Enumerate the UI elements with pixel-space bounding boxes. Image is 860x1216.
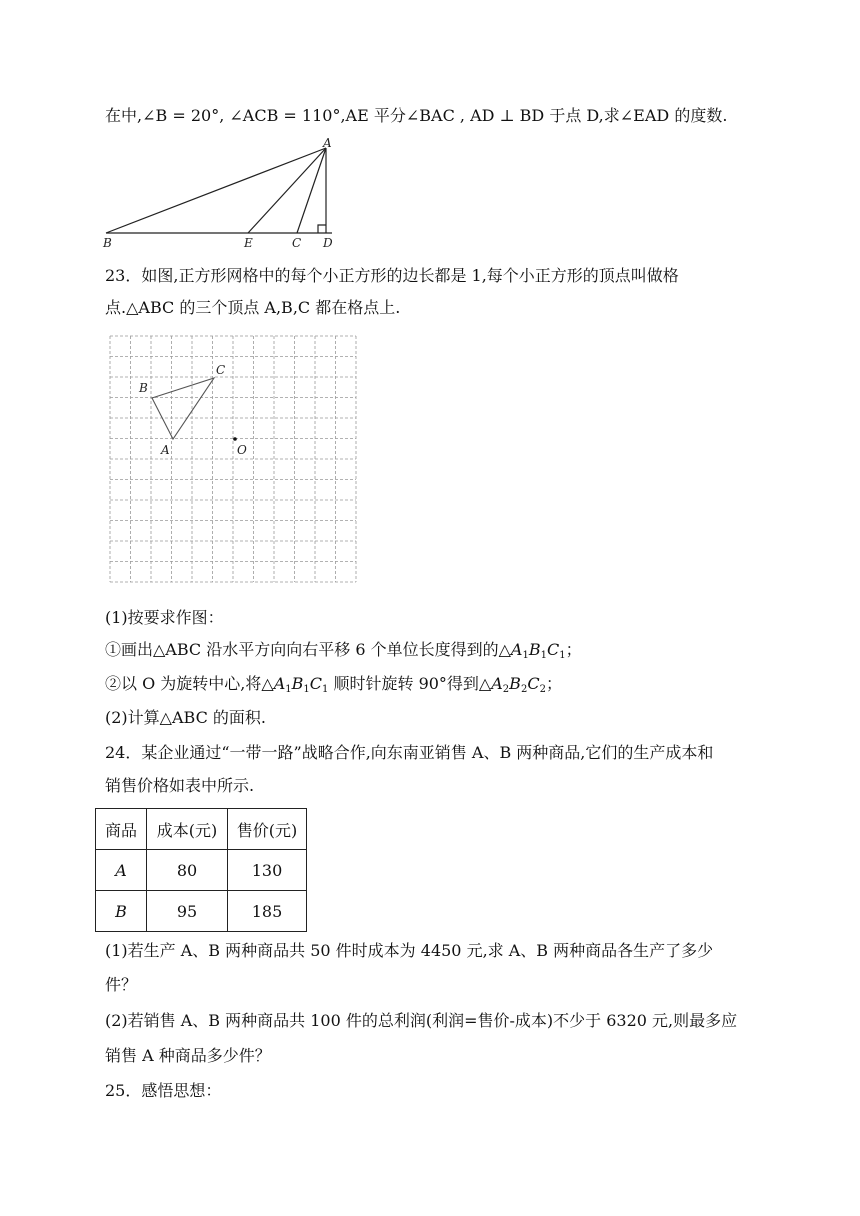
triangle-abc <box>152 378 214 439</box>
segment-ac <box>297 148 326 233</box>
triangle-figure <box>96 138 346 253</box>
grid-label-a: A <box>161 443 170 457</box>
table-row <box>96 891 307 932</box>
question-23-step1: ①画出△ABC 沿水平方向向右平移 6 个单位长度得到的$\triangle A_1B_1C_1$； <box>105 640 582 661</box>
square-grid-figure <box>104 328 364 588</box>
label-a: A <box>323 138 332 150</box>
grid-label-b: B <box>139 381 148 395</box>
question-24-part2-line1: (2)若销售 A、B 两种商品共 100 件的总利润(利润=售价-成本)不少于 6320 元,则最多应 <box>105 1011 738 1030</box>
segment-ab <box>106 148 326 233</box>
segment-ae <box>248 148 326 233</box>
label-e: E <box>244 236 253 250</box>
table-cell: 185 <box>228 891 307 932</box>
question-23-part1: (1)按要求作图： <box>105 608 224 627</box>
cost-price-table <box>95 808 307 932</box>
point-o <box>233 437 237 441</box>
question-25-text: 25．感悟思想： <box>105 1081 222 1100</box>
table-cell: B <box>96 891 147 932</box>
table-cell: 95 <box>147 891 228 932</box>
question-23-line2: 点.△ABC 的三个顶点 A,B,C 都在格点上. <box>105 298 401 317</box>
table-row <box>96 850 307 891</box>
label-b: B <box>103 236 112 250</box>
question-22-text: 在中,∠B = 20°, ∠ACB = 110°,AE 平分∠BAC , AD ⊥ BD 于点 D,求∠EAD 的度数. <box>105 106 728 125</box>
label-c: C <box>292 236 302 250</box>
question-24-line1: 24．某企业通过“一带一路”战略合作,向东南亚销售 A、B 两种商品,它们的生产成本和 <box>105 743 714 762</box>
question-24-part1-line1: (1)若生产 A、B 两种商品共 50 件时成本为 4450 元,求 A、B 两种商品各生产了多少 <box>105 941 714 960</box>
table-header-cell: 售价(元) <box>228 809 307 850</box>
table-cell: A <box>96 850 147 891</box>
question-24-part1-line2: 件？ <box>105 975 138 994</box>
question-23-part2: (2)计算△ABC 的面积. <box>105 708 266 727</box>
table-header-cell: 成本(元) <box>147 809 228 850</box>
label-d: D <box>323 236 333 250</box>
question-23-line1: 23．如图,正方形网格中的每个小正方形的边长都是 1,每个小正方形的顶点叫做格 <box>105 266 679 285</box>
right-angle-mark <box>318 225 326 233</box>
grid-label-c: C <box>216 363 226 377</box>
grid-label-o: O <box>237 443 247 457</box>
table-cell: 80 <box>147 850 228 891</box>
table-header-cell: 商品 <box>96 809 147 850</box>
question-24-line2: 销售价格如表中所示. <box>105 776 255 795</box>
question-23-step2: ②以 O 为旋转中心,将$\triangle A_1B_1C_1$ 顺时针旋转 90°得到$\triangle A_2B_2C_2$； <box>105 674 562 695</box>
table-header-row <box>96 809 307 850</box>
table-cell: 130 <box>228 850 307 891</box>
question-24-part2-line2: 销售 A 种商品多少件？ <box>105 1046 271 1065</box>
